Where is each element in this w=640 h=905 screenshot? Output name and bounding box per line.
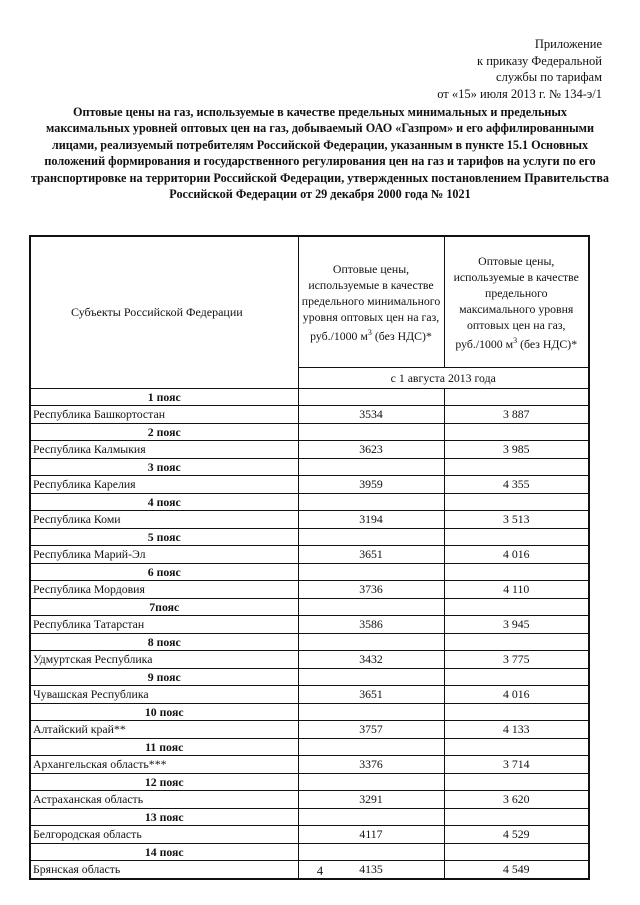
header-min-price xyxy=(298,236,444,368)
min-price: 3376 xyxy=(298,756,444,774)
zone-empty-max xyxy=(444,529,589,546)
zone-empty-min xyxy=(298,844,444,861)
header-date: с 1 августа 2013 года xyxy=(298,368,589,389)
min-price: 3651 xyxy=(298,546,444,564)
zone-row xyxy=(30,459,589,476)
zone-row xyxy=(30,669,589,686)
max-price: 3 945 xyxy=(444,616,589,634)
appendix-line-1: Приложение xyxy=(534,37,602,51)
document-title: Оптовые цены на газ, используемые в качестве предельных минимальных и предельных максимальных уровней оптовых цен на газ, добываемый ОАО «Газпром» и его аффилированными лицами, реализуемый потребителям Российской Федерации, указанным в пункте 15.1 Основных положений формирования и государственного регулирования цен на газ и тарифов на услуги по его транспортировке на территории Российской Федерации, утвержденных постановлением Правительства Российской Федерации от 29 декабря 2000 года № 1021 xyxy=(31,105,609,202)
appendix-header xyxy=(342,36,602,102)
zone-row xyxy=(30,564,589,581)
region-name: Белгородская область xyxy=(30,826,298,844)
region-name: Республика Коми xyxy=(30,511,298,529)
region-row xyxy=(30,826,589,844)
region-row xyxy=(30,441,589,459)
region-name: Республика Мордовия xyxy=(30,581,298,599)
region-row xyxy=(30,756,589,774)
zone-label: 1 пояс xyxy=(30,389,298,406)
zone-empty-max xyxy=(444,774,589,791)
max-price: 3 887 xyxy=(444,406,589,424)
zone-label: 8 пояс xyxy=(30,634,298,651)
zone-empty-max xyxy=(444,809,589,826)
zone-empty-max xyxy=(444,459,589,476)
zone-row xyxy=(30,634,589,651)
region-name: Удмуртская Республика xyxy=(30,651,298,669)
zone-empty-max xyxy=(444,739,589,756)
region-row xyxy=(30,686,589,704)
page-number: 4 xyxy=(316,864,324,878)
zone-row xyxy=(30,739,589,756)
zone-label: 13 пояс xyxy=(30,809,298,826)
zone-empty-min xyxy=(298,599,444,616)
price-table xyxy=(29,235,590,880)
zone-row xyxy=(30,704,589,721)
min-price: 3194 xyxy=(298,511,444,529)
header-max-price xyxy=(444,236,589,368)
region-row xyxy=(30,476,589,494)
max-price: 4 016 xyxy=(444,546,589,564)
header-max-tail: (без НДС)* xyxy=(517,336,578,351)
header-min-sup: 3 xyxy=(367,327,372,337)
zone-empty-min xyxy=(298,704,444,721)
region-row xyxy=(30,616,589,634)
zone-label: 3 пояс xyxy=(30,459,298,476)
min-price: 4135 xyxy=(298,861,444,880)
zone-label: 12 пояс xyxy=(30,774,298,791)
header-min-text: Оптовые цены, используемые в качестве предельного минимального уровня оптовых цен на газ, руб./1000 м xyxy=(301,261,441,343)
region-name: Республика Марий-Эл xyxy=(30,546,298,564)
zone-empty-max xyxy=(444,424,589,441)
max-price: 3 714 xyxy=(444,756,589,774)
zone-empty-max xyxy=(444,494,589,511)
min-price: 3291 xyxy=(298,791,444,809)
header-subject: Субъекты Российской Федерации xyxy=(30,236,298,389)
region-name: Архангельская область*** xyxy=(30,756,298,774)
zone-row xyxy=(30,599,589,616)
region-name: Алтайский край** xyxy=(30,721,298,739)
appendix-line-3: службы по тарифам xyxy=(496,70,602,84)
zone-empty-max xyxy=(444,704,589,721)
zone-label: 4 пояс xyxy=(30,494,298,511)
max-price: 3 620 xyxy=(444,791,589,809)
max-price: 4 355 xyxy=(444,476,589,494)
header-row xyxy=(30,236,589,368)
max-price: 3 985 xyxy=(444,441,589,459)
header-min-tail: (без НДС)* xyxy=(371,328,432,343)
zone-label: 7пояс xyxy=(30,599,298,616)
zone-empty-max xyxy=(444,599,589,616)
max-price: 3 775 xyxy=(444,651,589,669)
header-max-sup: 3 xyxy=(513,335,518,345)
min-price: 3736 xyxy=(298,581,444,599)
min-price: 4117 xyxy=(298,826,444,844)
max-price: 3 513 xyxy=(444,511,589,529)
zone-empty-min xyxy=(298,634,444,651)
min-price: 3623 xyxy=(298,441,444,459)
region-row xyxy=(30,651,589,669)
region-name: Чувашская Республика xyxy=(30,686,298,704)
zone-empty-min xyxy=(298,494,444,511)
min-price: 3586 xyxy=(298,616,444,634)
region-row xyxy=(30,546,589,564)
region-row xyxy=(30,581,589,599)
price-table-body xyxy=(30,236,589,879)
zone-row xyxy=(30,844,589,861)
zone-empty-min xyxy=(298,739,444,756)
header-max-text: Оптовые цены, используемые в качестве предельного максимального уровня оптовых цен на газ, руб./1000 м xyxy=(453,253,579,351)
zone-row xyxy=(30,774,589,791)
zone-row xyxy=(30,809,589,826)
zone-empty-max xyxy=(444,389,589,406)
zone-row xyxy=(30,529,589,546)
zone-label: 9 пояс xyxy=(30,669,298,686)
zone-label: 14 пояс xyxy=(30,844,298,861)
zone-empty-min xyxy=(298,424,444,441)
zone-empty-min xyxy=(298,669,444,686)
max-price: 4 549 xyxy=(444,861,589,880)
region-row xyxy=(30,511,589,529)
zone-empty-max xyxy=(444,564,589,581)
region-row xyxy=(30,721,589,739)
appendix-line-4: от «15» июля 2013 г. № 134-э/1 xyxy=(437,86,602,101)
max-price: 4 529 xyxy=(444,826,589,844)
region-name: Астраханская область xyxy=(30,791,298,809)
zone-empty-min xyxy=(298,389,444,406)
region-row xyxy=(30,791,589,809)
zone-label: 6 пояс xyxy=(30,564,298,581)
zone-empty-max xyxy=(444,844,589,861)
max-price: 4 110 xyxy=(444,581,589,599)
region-name: Республика Татарстан xyxy=(30,616,298,634)
zone-empty-max xyxy=(444,669,589,686)
region-row xyxy=(30,406,589,424)
max-price: 4 133 xyxy=(444,721,589,739)
region-name: Республика Калмыкия xyxy=(30,441,298,459)
zone-label: 10 пояс xyxy=(30,704,298,721)
zone-empty-min xyxy=(298,529,444,546)
min-price: 3432 xyxy=(298,651,444,669)
zone-empty-max xyxy=(444,634,589,651)
zone-row xyxy=(30,494,589,511)
zone-empty-min xyxy=(298,459,444,476)
min-price: 3534 xyxy=(298,406,444,424)
region-name: Брянская область xyxy=(30,861,298,880)
region-name: Республика Башкортостан xyxy=(30,406,298,424)
appendix-line-2: к приказу Федеральной xyxy=(477,53,602,68)
zone-label: 5 пояс xyxy=(30,529,298,546)
max-price: 4 016 xyxy=(444,686,589,704)
zone-label: 11 пояс xyxy=(30,739,298,756)
zone-empty-min xyxy=(298,564,444,581)
min-price: 3959 xyxy=(298,476,444,494)
zone-empty-min xyxy=(298,774,444,791)
region-name: Республика Карелия xyxy=(30,476,298,494)
zone-row xyxy=(30,424,589,441)
zone-empty-min xyxy=(298,809,444,826)
zone-label: 2 пояс xyxy=(30,424,298,441)
zone-row xyxy=(30,389,589,406)
min-price: 3757 xyxy=(298,721,444,739)
min-price: 3651 xyxy=(298,686,444,704)
